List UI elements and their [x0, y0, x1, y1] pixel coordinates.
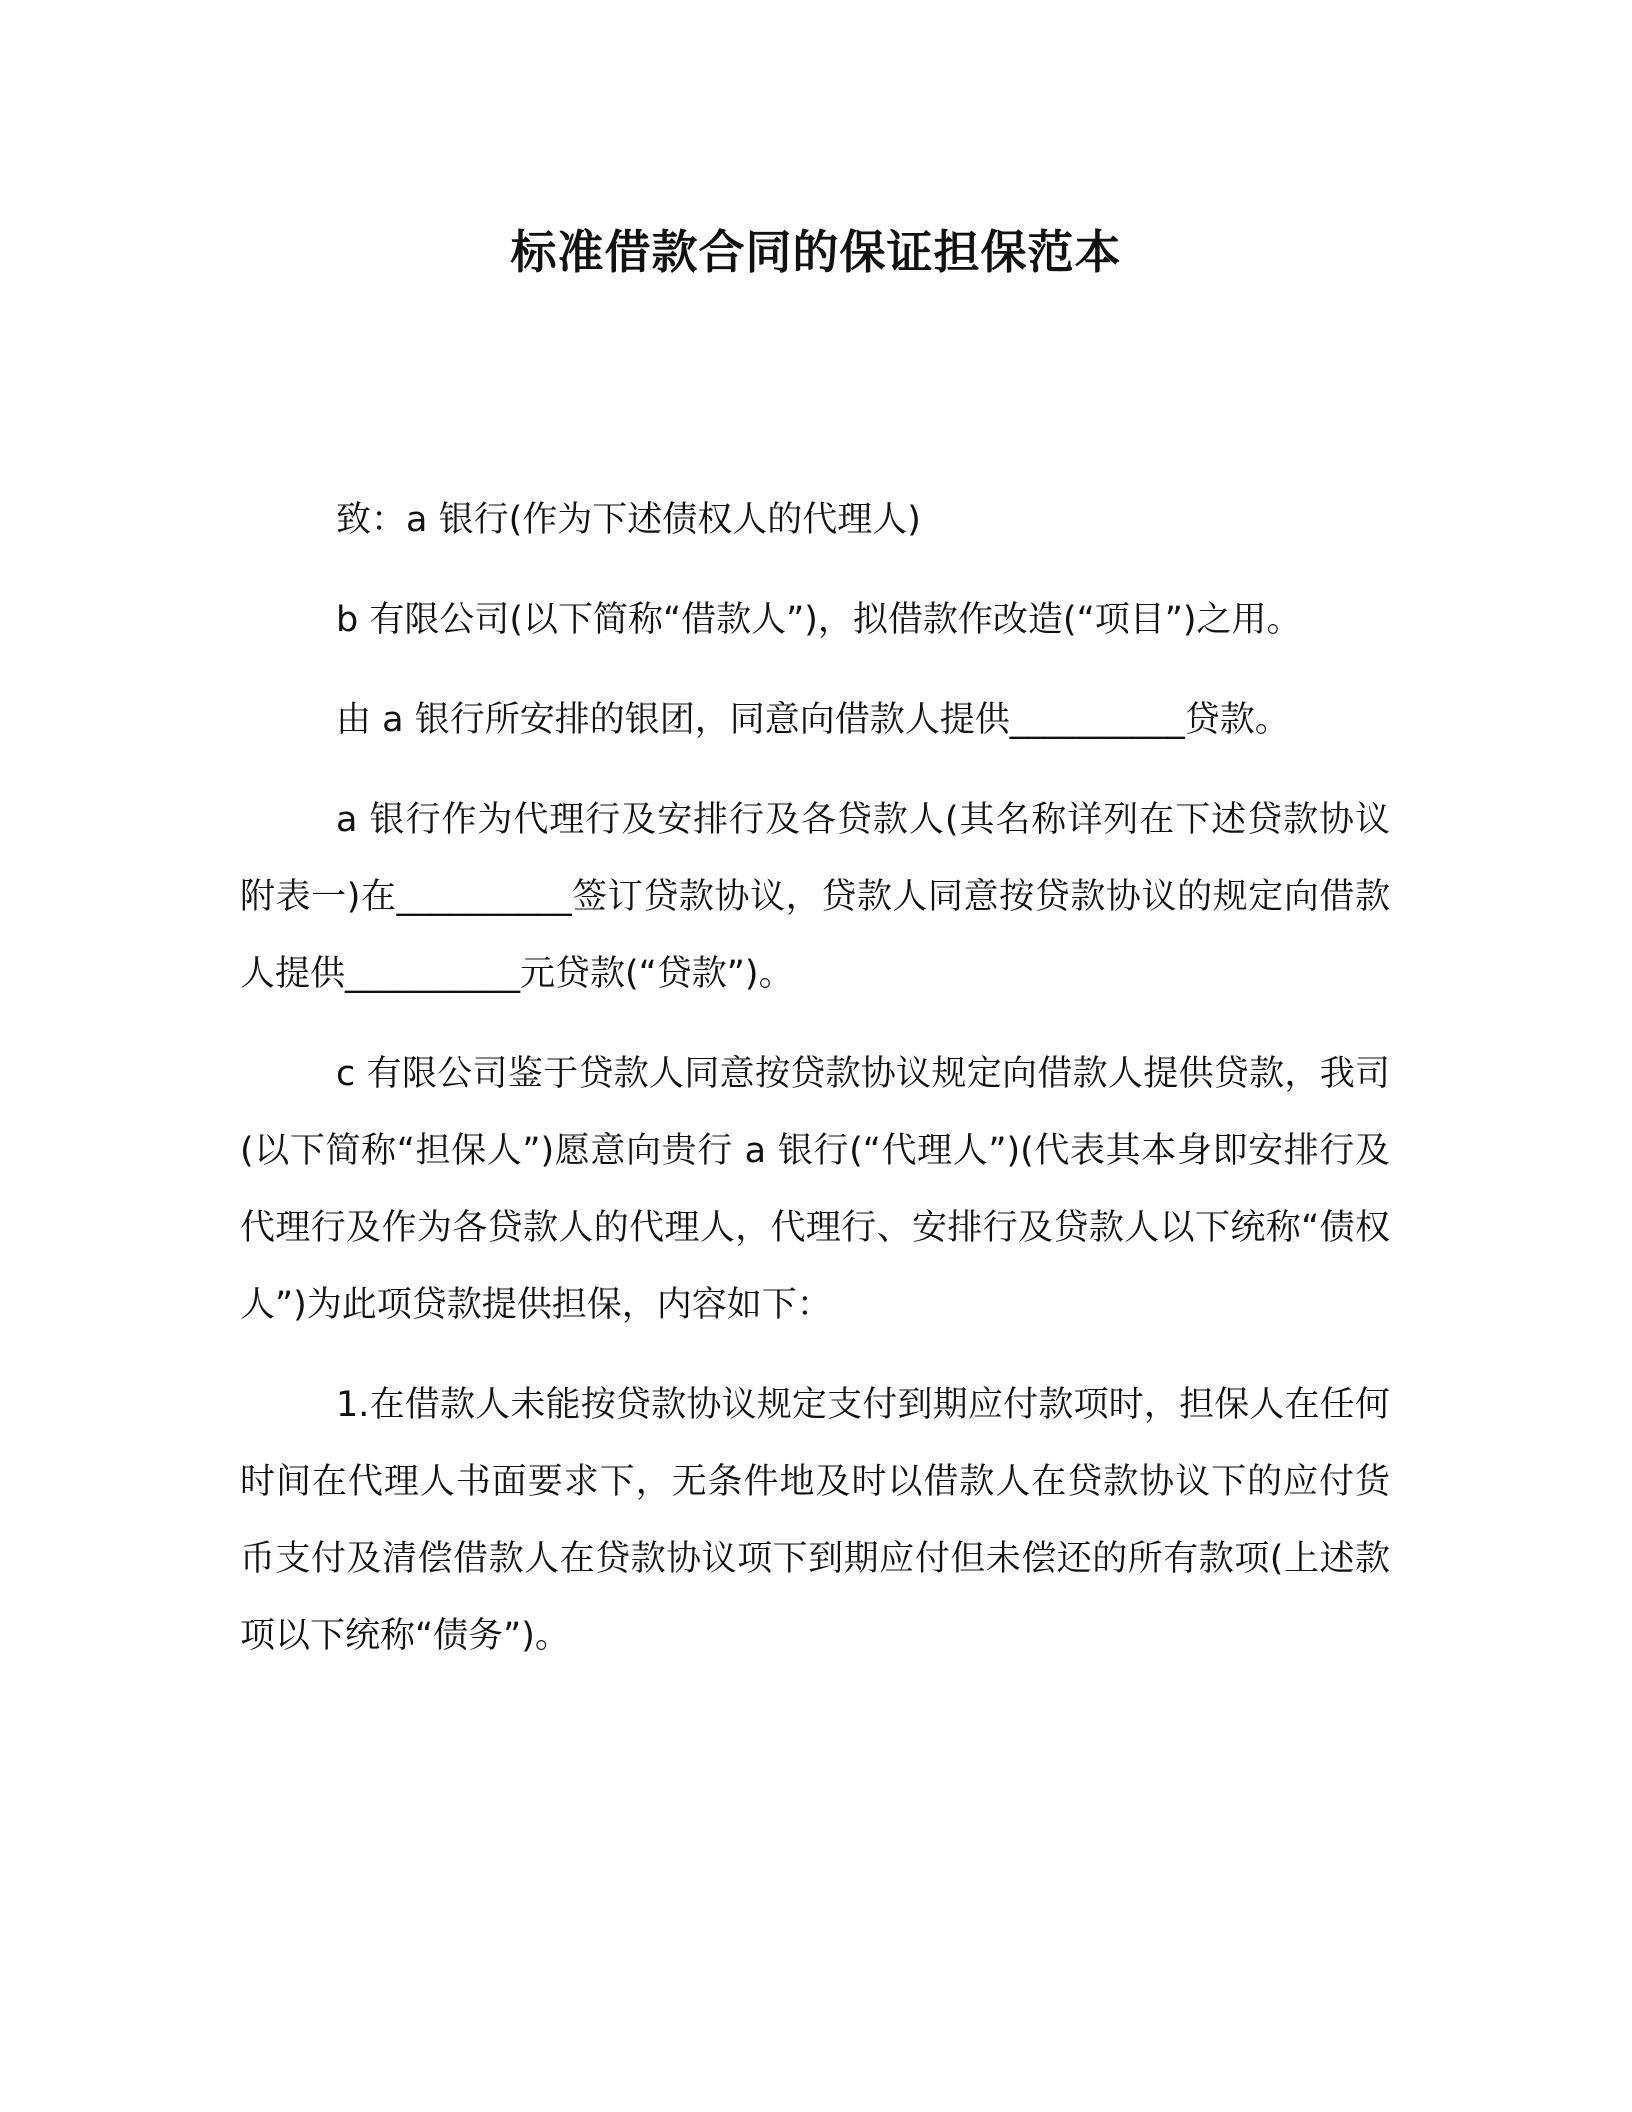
clause-1-paragraph: 1.在借款人未能按贷款协议规定支付到期应付款项时，担保人在任何时间在代理人书面要求下，无条件地及时以借款人在贷款协议下的应付货币支付及清偿借款人在贷款协议项下到期应付但未偿还的所有款项(上述款项以下统称“债务”)。	[240, 1385, 1390, 1656]
guarantor-paragraph: c 有限公司鉴于贷款人同意按贷款协议规定向借款人提供贷款，我司(以下简称“担保人”)愿意向贵行 a 银行(“代理人”)(代表其本身即安排行及代理行及作为各贷款人的代理人，代理行、安排行及贷款人以下统称“债权人”)为此项贷款提供担保，内容如下：	[240, 1054, 1390, 1325]
salutation-paragraph: 致：a 银行(作为下述债权人的代理人)	[336, 500, 921, 540]
loan-agreement-paragraph: a 银行作为代理行及安排行及各贷款人(其名称详列在下述贷款协议附表一)在__________签订贷款协议，贷款人同意按贷款协议的规定向借款人提供__________元贷款(“贷款”)。	[240, 800, 1390, 994]
borrower-paragraph: b 有限公司(以下简称“借款人”)，拟借款作改造(“项目”)之用。	[336, 600, 1302, 640]
document-body	[240, 482, 1390, 1698]
syndicate-paragraph: 由 a 银行所安排的银团，同意向借款人提供__________贷款。	[336, 700, 1290, 740]
document-title: 标准借款合同的保证担保范本	[510, 225, 1122, 279]
